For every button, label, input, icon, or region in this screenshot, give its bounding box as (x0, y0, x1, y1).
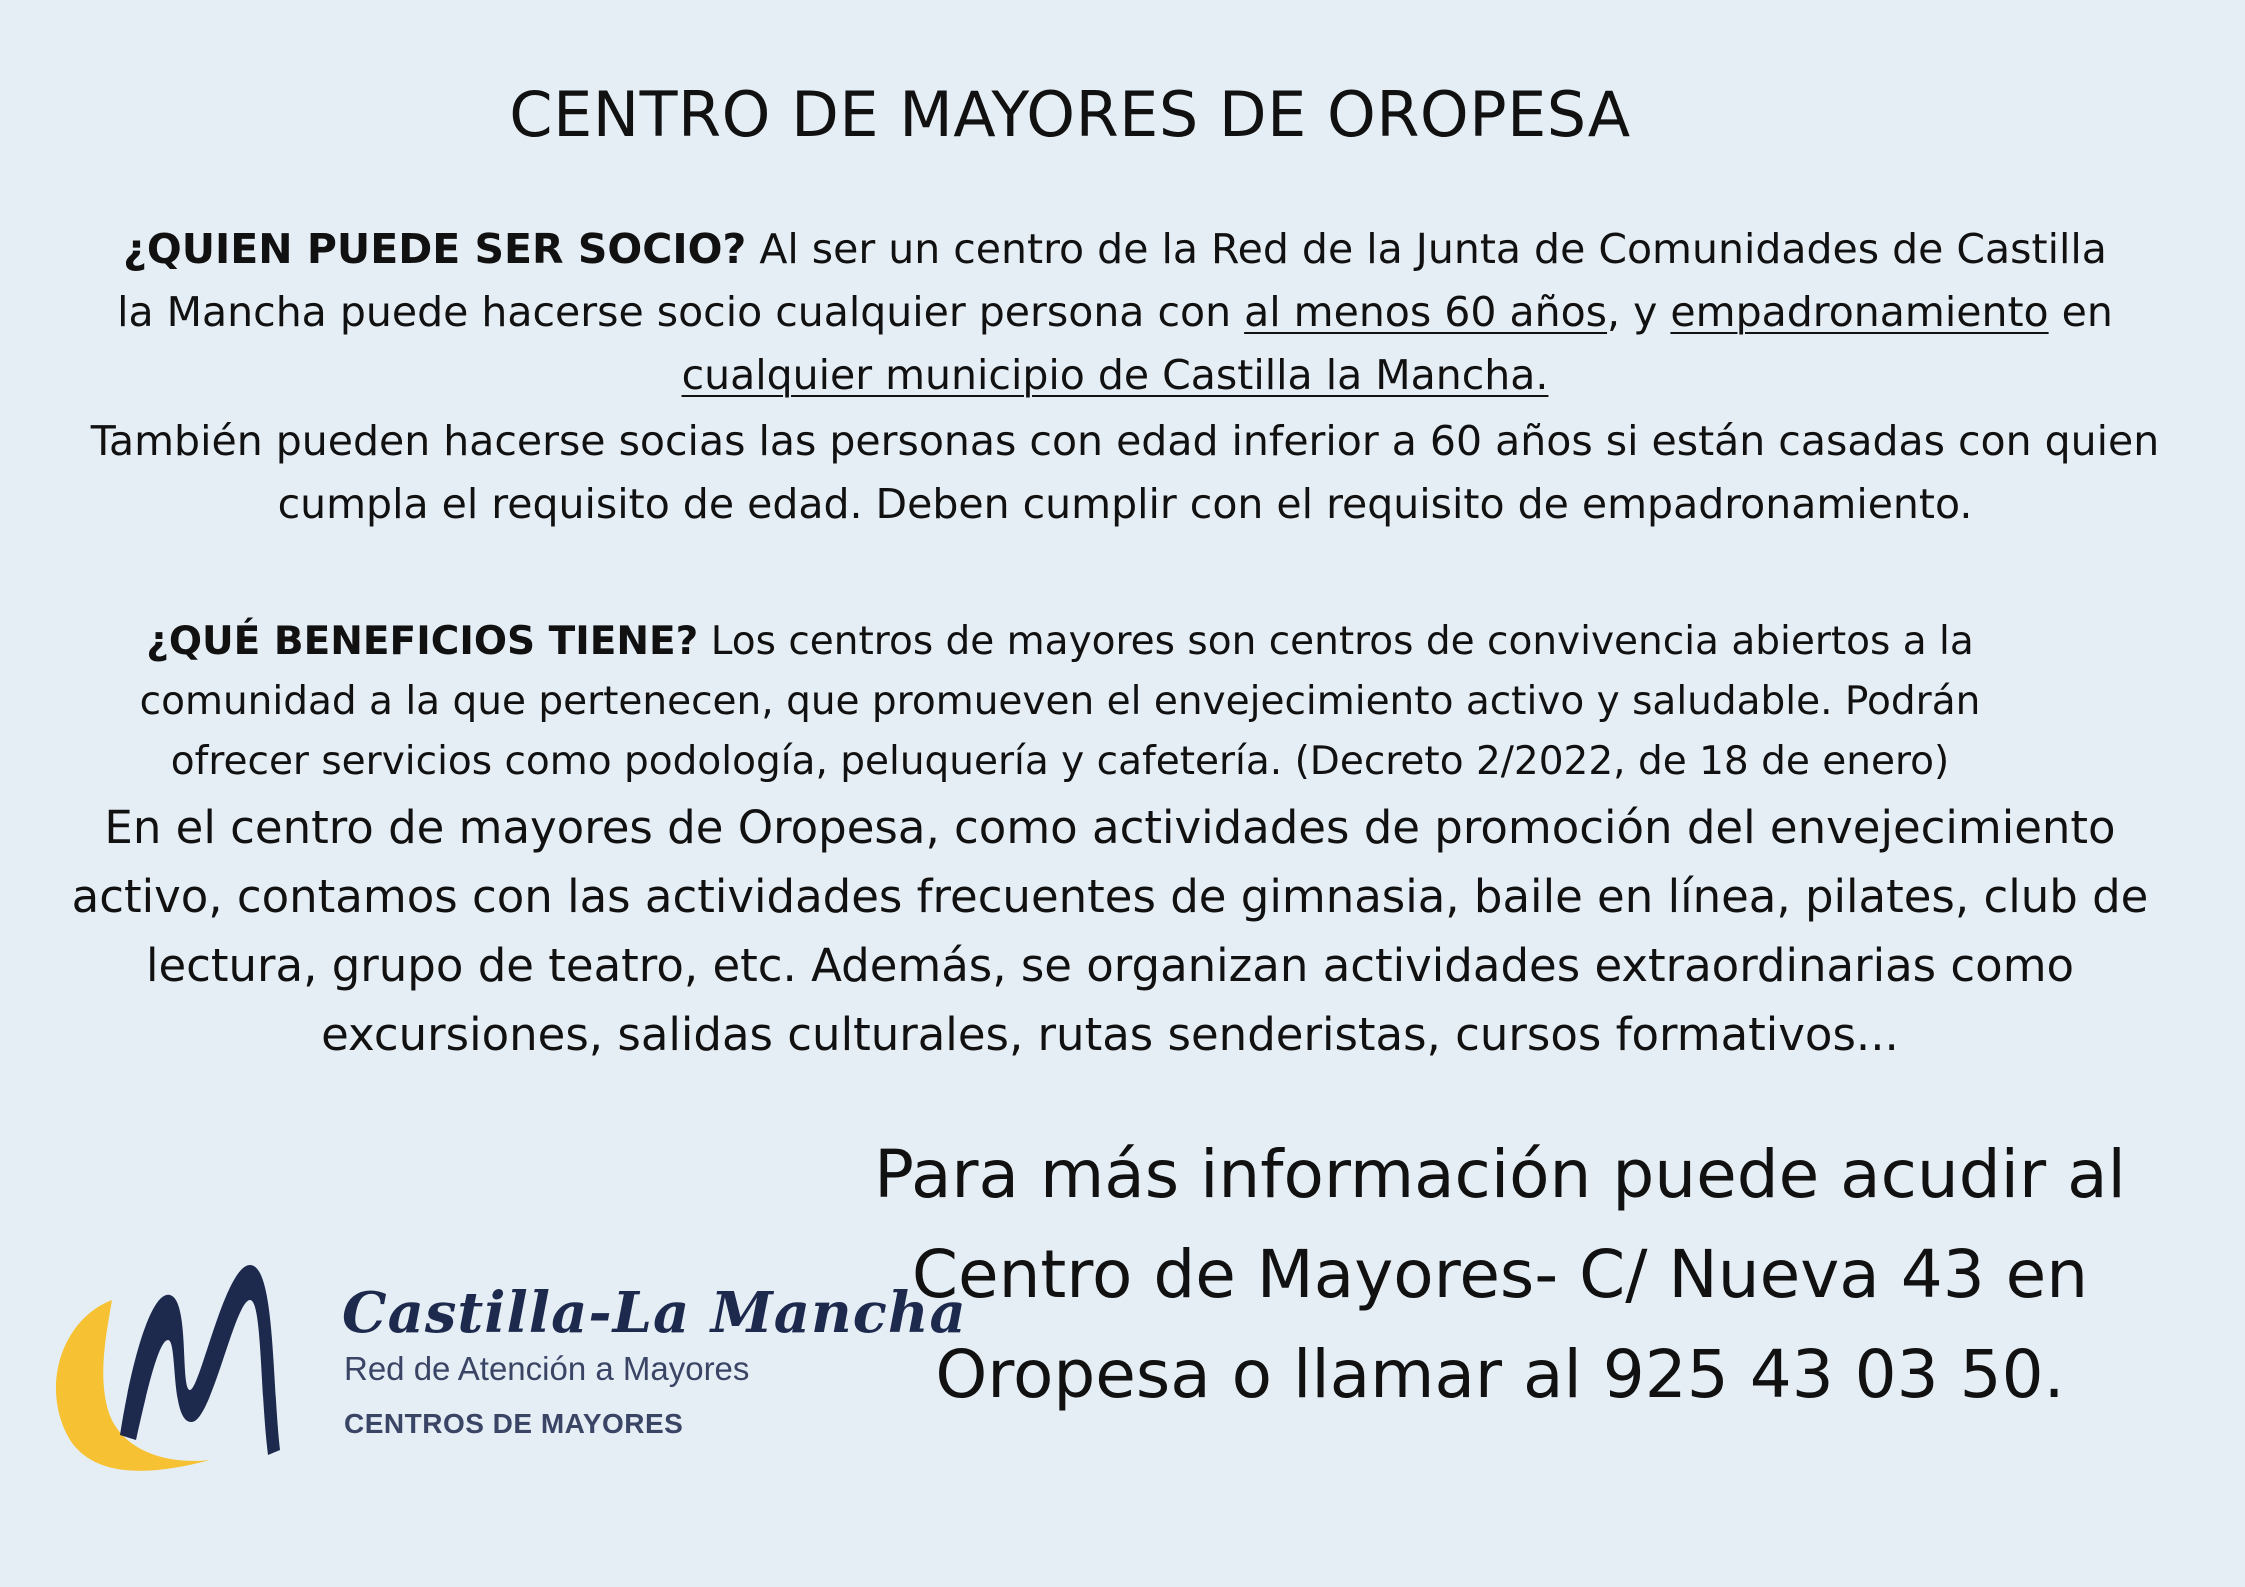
socio-text-2: , y (1607, 288, 1671, 336)
actividades-paragraph: En el centro de mayores de Oropesa, como actividades de promoción del envejecimiento activo, contamos con las actividades frecuentes de gimnasia, baile en línea, pilates, club de lectura, grupo de teatro, etc. Además, se organizan actividades extraordinarias como excursiones, salidas culturales, rutas senderistas, cursos formativos... (71, 801, 2149, 1061)
contact-info-paragraph: Para más información puede acudir al Centro de Mayores- C/ Nueva 43 en Oropesa o llamar al 925 43 03 50. (874, 1136, 2126, 1413)
socias-paragraph: También pueden hacerse socias las personas con edad inferior a 60 años si están casadas con quien cumpla el requisito de edad. Deben cumplir con el requisito de empadronamiento. (90, 417, 2160, 528)
socio-text-3: en (2048, 288, 2113, 336)
socio-municipio-requirement: cualquier municipio de Castilla la Mancha. (681, 351, 1549, 399)
logo-brand-text: Castilla-La Mancha (342, 1280, 967, 1346)
logo-subtitle: Red de Atención a Mayores (344, 1350, 750, 1387)
socio-padron-requirement: empadronamiento (1670, 288, 2049, 336)
socio-text-1: Al ser un centro de la Red de la Junta de Comunidades de Castilla la Mancha puede hacerse socio cualquier persona con (117, 225, 2107, 336)
cm-logo-icon (40, 1250, 300, 1480)
socio-age-requirement: al menos 60 años (1244, 288, 1608, 336)
beneficios-paragraph (100, 612, 2020, 792)
socio-paragraph (100, 218, 2130, 407)
cm-logo-navy-m (120, 1265, 280, 1455)
beneficios-text: Los centros de mayores son centros de convivencia abiertos a la comunidad a la que pertenecen, que promueven el envejecimiento activo y saludable. Podrán ofrecer servicios como podología, peluquería y cafetería. (Decreto 2/2022, de 18 de enero) (139, 619, 1981, 784)
castilla-la-mancha-logo (40, 1250, 967, 1480)
beneficios-heading: ¿QUÉ BENEFICIOS TIENE? (146, 619, 699, 664)
socio-heading: ¿QUIEN PUEDE SER SOCIO? (123, 225, 747, 273)
logo-subtitle-centros: CENTROS DE MAYORES (344, 1408, 684, 1439)
page-title: CENTRO DE MAYORES DE OROPESA (509, 78, 1631, 151)
